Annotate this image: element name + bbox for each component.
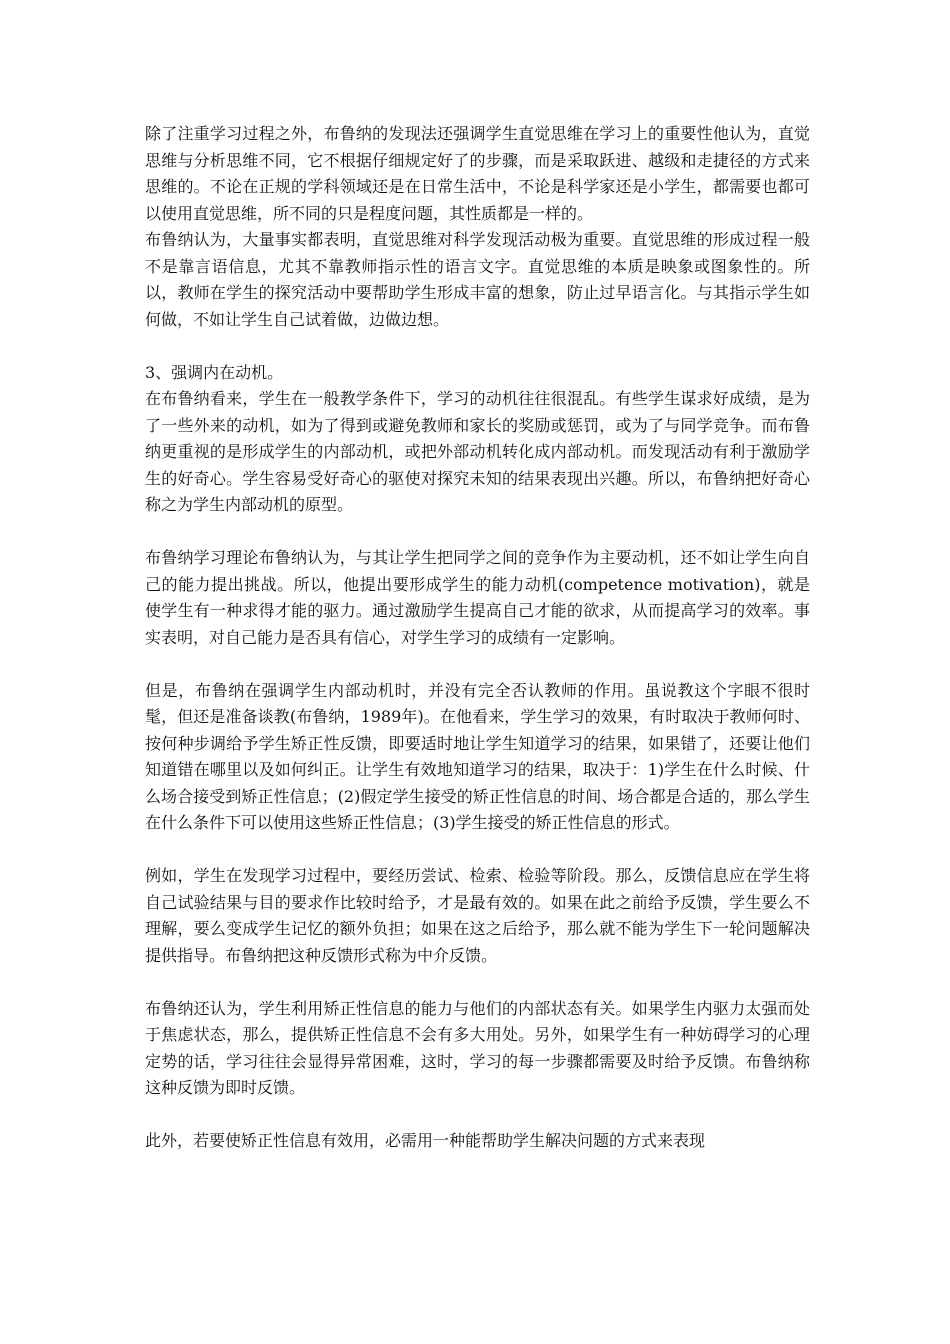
section-heading-intrinsic-motivation: 3、强调内在动机。 [145, 362, 284, 382]
paragraph-corrective-info: 此外，若要使矫正性信息有效用，必需用一种能帮助学生解决问题的方式来表现 [145, 1131, 706, 1150]
paragraph-gap [145, 333, 810, 360]
document-page [145, 121, 810, 1155]
paragraph-gap [145, 1102, 810, 1129]
paragraph-gap [145, 519, 810, 546]
paragraph-motivation: 在布鲁纳看来，学生在一般教学条件下，学习的动机往往很混乱。有些学生谋求好成绩，是为了一些外来的动机，如为了得到或避免教师和家长的奖励或惩罚，或为了与同学竞争。而布鲁纳更重视的是形成学生的内部动机，或把外部动机转化成内部动机。而发现活动有利于激励学生的好奇心。学生容易受好奇心的驱使对探究未知的结果表现出兴趣。所以，布鲁纳把好奇心称之为学生内部动机的原型。 [145, 389, 810, 514]
paragraph-feedback-timing: 例如，学生在发现学习过程中，要经历尝试、检索、检验等阶段。那么，反馈信息应在学生将自己试验结果与目的要求作比较时给予，才是最有效的。如果在此之前给予反馈，学生要么不理解，要么变成学生记忆的额外负担；如果在这之后给予，那么就不能为学生下一轮问题解决提供指导。布鲁纳把这种反馈形式称为中介反馈。 [145, 866, 810, 965]
paragraph-gap [145, 651, 810, 678]
paragraph-competence-motivation: 布鲁纳学习理论布鲁纳认为，与其让学生把同学之间的竞争作为主要动机，还不如让学生向自己的能力提出挑战。所以，他提出要形成学生的能力动机(competence motivation)，就是使学生有一种求得才能的驱力。通过激励学生提高自己才能的欲求，从而提高学习的效率。事实表明，对自己能力是否具有信心，对学生学习的成绩有一定影响。 [145, 548, 810, 647]
paragraph-gap [145, 969, 810, 996]
paragraph-intuitive-thinking: 除了注重学习过程之外，布鲁纳的发现法还强调学生直觉思维在学习上的重要性他认为，直觉思维与分析思维不同，它不根据仔细规定好了的步骤，而是采取跃进、越级和走捷径的方式来思维的。不论在正规的学科领域还是在日常生活中，不论是科学家还是小学生，都需要也都可以使用直觉思维，所不同的只是程度问题，其性质都是一样的。 [145, 124, 810, 223]
paragraph-intuition-importance: 布鲁纳认为，大量事实都表明，直觉思维对科学发现活动极为重要。直觉思维的形成过程一般不是靠言语信息，尤其不靠教师指示性的语言文字。直觉思维的本质是映象或图象性的。所以，教师在学生的探究活动中要帮助学生形成丰富的想象，防止过早语言化。与其指示学生如何做，不如让学生自己试着做，边做边想。 [145, 230, 810, 329]
paragraph-internal-state: 布鲁纳还认为，学生利用矫正性信息的能力与他们的内部状态有关。如果学生内驱力太强而处于焦虑状态，那么，提供矫正性信息不会有多大用处。另外，如果学生有一种妨碍学习的心理定势的话，学习往往会显得异常困难，这时，学习的每一步骤都需要及时给予反馈。布鲁纳称这种反馈为即时反馈。 [145, 998, 810, 1097]
paragraph-teacher-role: 但是，布鲁纳在强调学生内部动机时，并没有完全否认教师的作用。虽说教这个字眼不很时髦，但还是准备谈教(布鲁纳，1989年)。在他看来，学生学习的效果，有时取决于教师何时、按何种步调给予学生矫正性反馈，即要适时地让学生知道学习的结果，如果错了，还要让他们知道错在哪里以及如何纠正。让学生有效地知道学习的结果，取决于：1)学生在什么时候、什么场合接受到矫正性信息；(2)假定学生接受的矫正性信息的时间、场合都是合适的，那么学生在什么条件下可以使用这些矫正性信息；(3)学生接受的矫正性信息的形式。 [145, 680, 810, 832]
paragraph-gap [145, 837, 810, 864]
